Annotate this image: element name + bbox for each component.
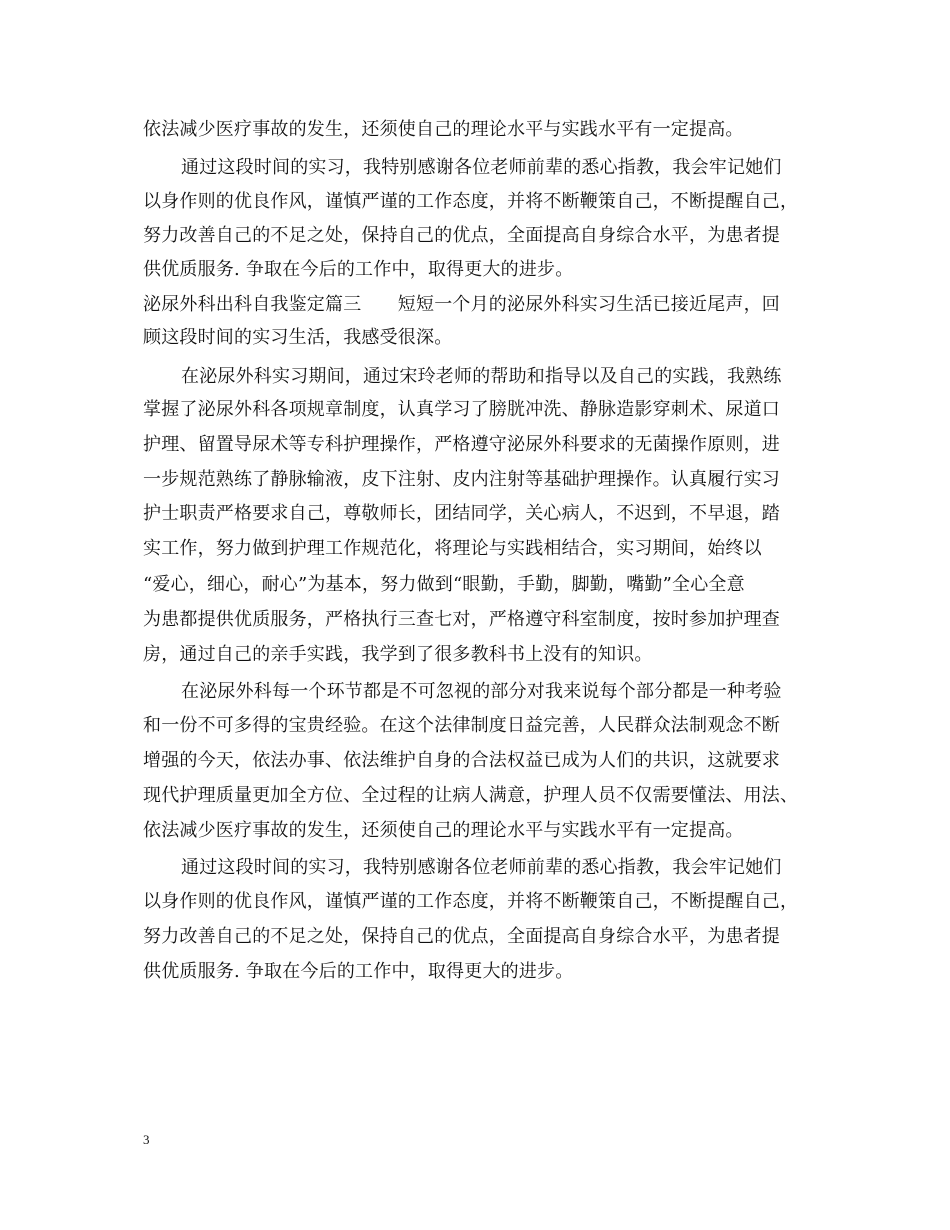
text-line: 努力改善自己的不足之处，保持自己的优点，全面提高自身综合水平，为患者提 (143, 225, 780, 246)
text-line: 和一份不可多得的宝贵经验。在这个法律制度日益完善，人民群众法制观念不断 (143, 715, 780, 736)
section-heading-line: 泌尿外科出科自我鉴定篇三 短短一个月的泌尿外科实习生活已接近尾声，回 (143, 294, 780, 315)
text-line: 实工作，努力做到护理工作规范化，将理论与实践相结合，实习期间，始终以 (143, 538, 762, 559)
text-line: 顾这段时间的实习生活，我感受很深。 (143, 327, 453, 348)
text-line: 在泌尿外科每一个环节都是不可忽视的部分对我来说每个部分都是一种考验 (181, 681, 782, 702)
text-line: 通过这段时间的实习，我特别感谢各位老师前辈的悉心指教，我会牢记她们 (181, 857, 782, 878)
text-line: 以身作则的优良作风，谨慎严谨的工作态度，并将不断鞭策自己，不断提醒自己， (143, 191, 799, 212)
text-line: 依法减少医疗事故的发生，还须使自己的理论水平与实践水平有一定提高。 (143, 119, 744, 140)
text-line: 一步规范熟练了静脉输液，皮下注射、皮内注射等基础护理操作。认真履行实习 (143, 469, 780, 490)
text-line: 护士职责严格要求自己，尊敬师长，团结同学，关心病人，不迟到，不早退，踏 (143, 503, 780, 524)
text-line: 房，通过自己的亲手实践，我学到了很多教科书上没有的知识。 (143, 644, 653, 665)
text-line: 以身作则的优良作风，谨慎严谨的工作态度，并将不断鞭策自己，不断提醒自己， (143, 891, 799, 912)
text-line: 掌握了泌尿外科各项规章制度，认真学习了膀胱冲洗、静脉造影穿刺术、尿道口 (143, 399, 780, 420)
text-line: 为患都提供优质服务，严格执行三查七对，严格遵守科室制度，按时参加护理查 (143, 609, 780, 630)
text-line: 护理、留置导尿术等专科护理操作，严格遵守泌尿外科要求的无菌操作原则，进 (143, 434, 780, 455)
text-line: 供优质服务. 争取在今后的工作中，取得更大的进步。 (143, 259, 574, 280)
text-line: 在泌尿外科实习期间，通过宋玲老师的帮助和指导以及自己的实践，我熟练 (181, 366, 782, 387)
text-line: 努力改善自己的不足之处，保持自己的优点，全面提高自身综合水平，为患者提 (143, 926, 780, 947)
text-line: 依法减少医疗事故的发生，还须使自己的理论水平与实践水平有一定提高。 (143, 820, 744, 841)
text-line: “爱心，细心，耐心”为基本，努力做到“眼勤，手勤，脚勤，嘴勤”全心全意 (143, 574, 745, 595)
text-line: 增强的今天，依法办事、依法维护自身的合法权益已成为人们的共识，这就要求 (143, 750, 780, 771)
text-line: 供优质服务. 争取在今后的工作中，取得更大的进步。 (143, 961, 574, 982)
page-number: 3 (143, 1132, 150, 1147)
text-line: 现代护理质量更加全方位、全过程的让病人满意，护理人员不仅需要懂法、用法、 (143, 785, 799, 806)
text-line: 通过这段时间的实习，我特别感谢各位老师前辈的悉心指教，我会牢记她们 (181, 157, 782, 178)
